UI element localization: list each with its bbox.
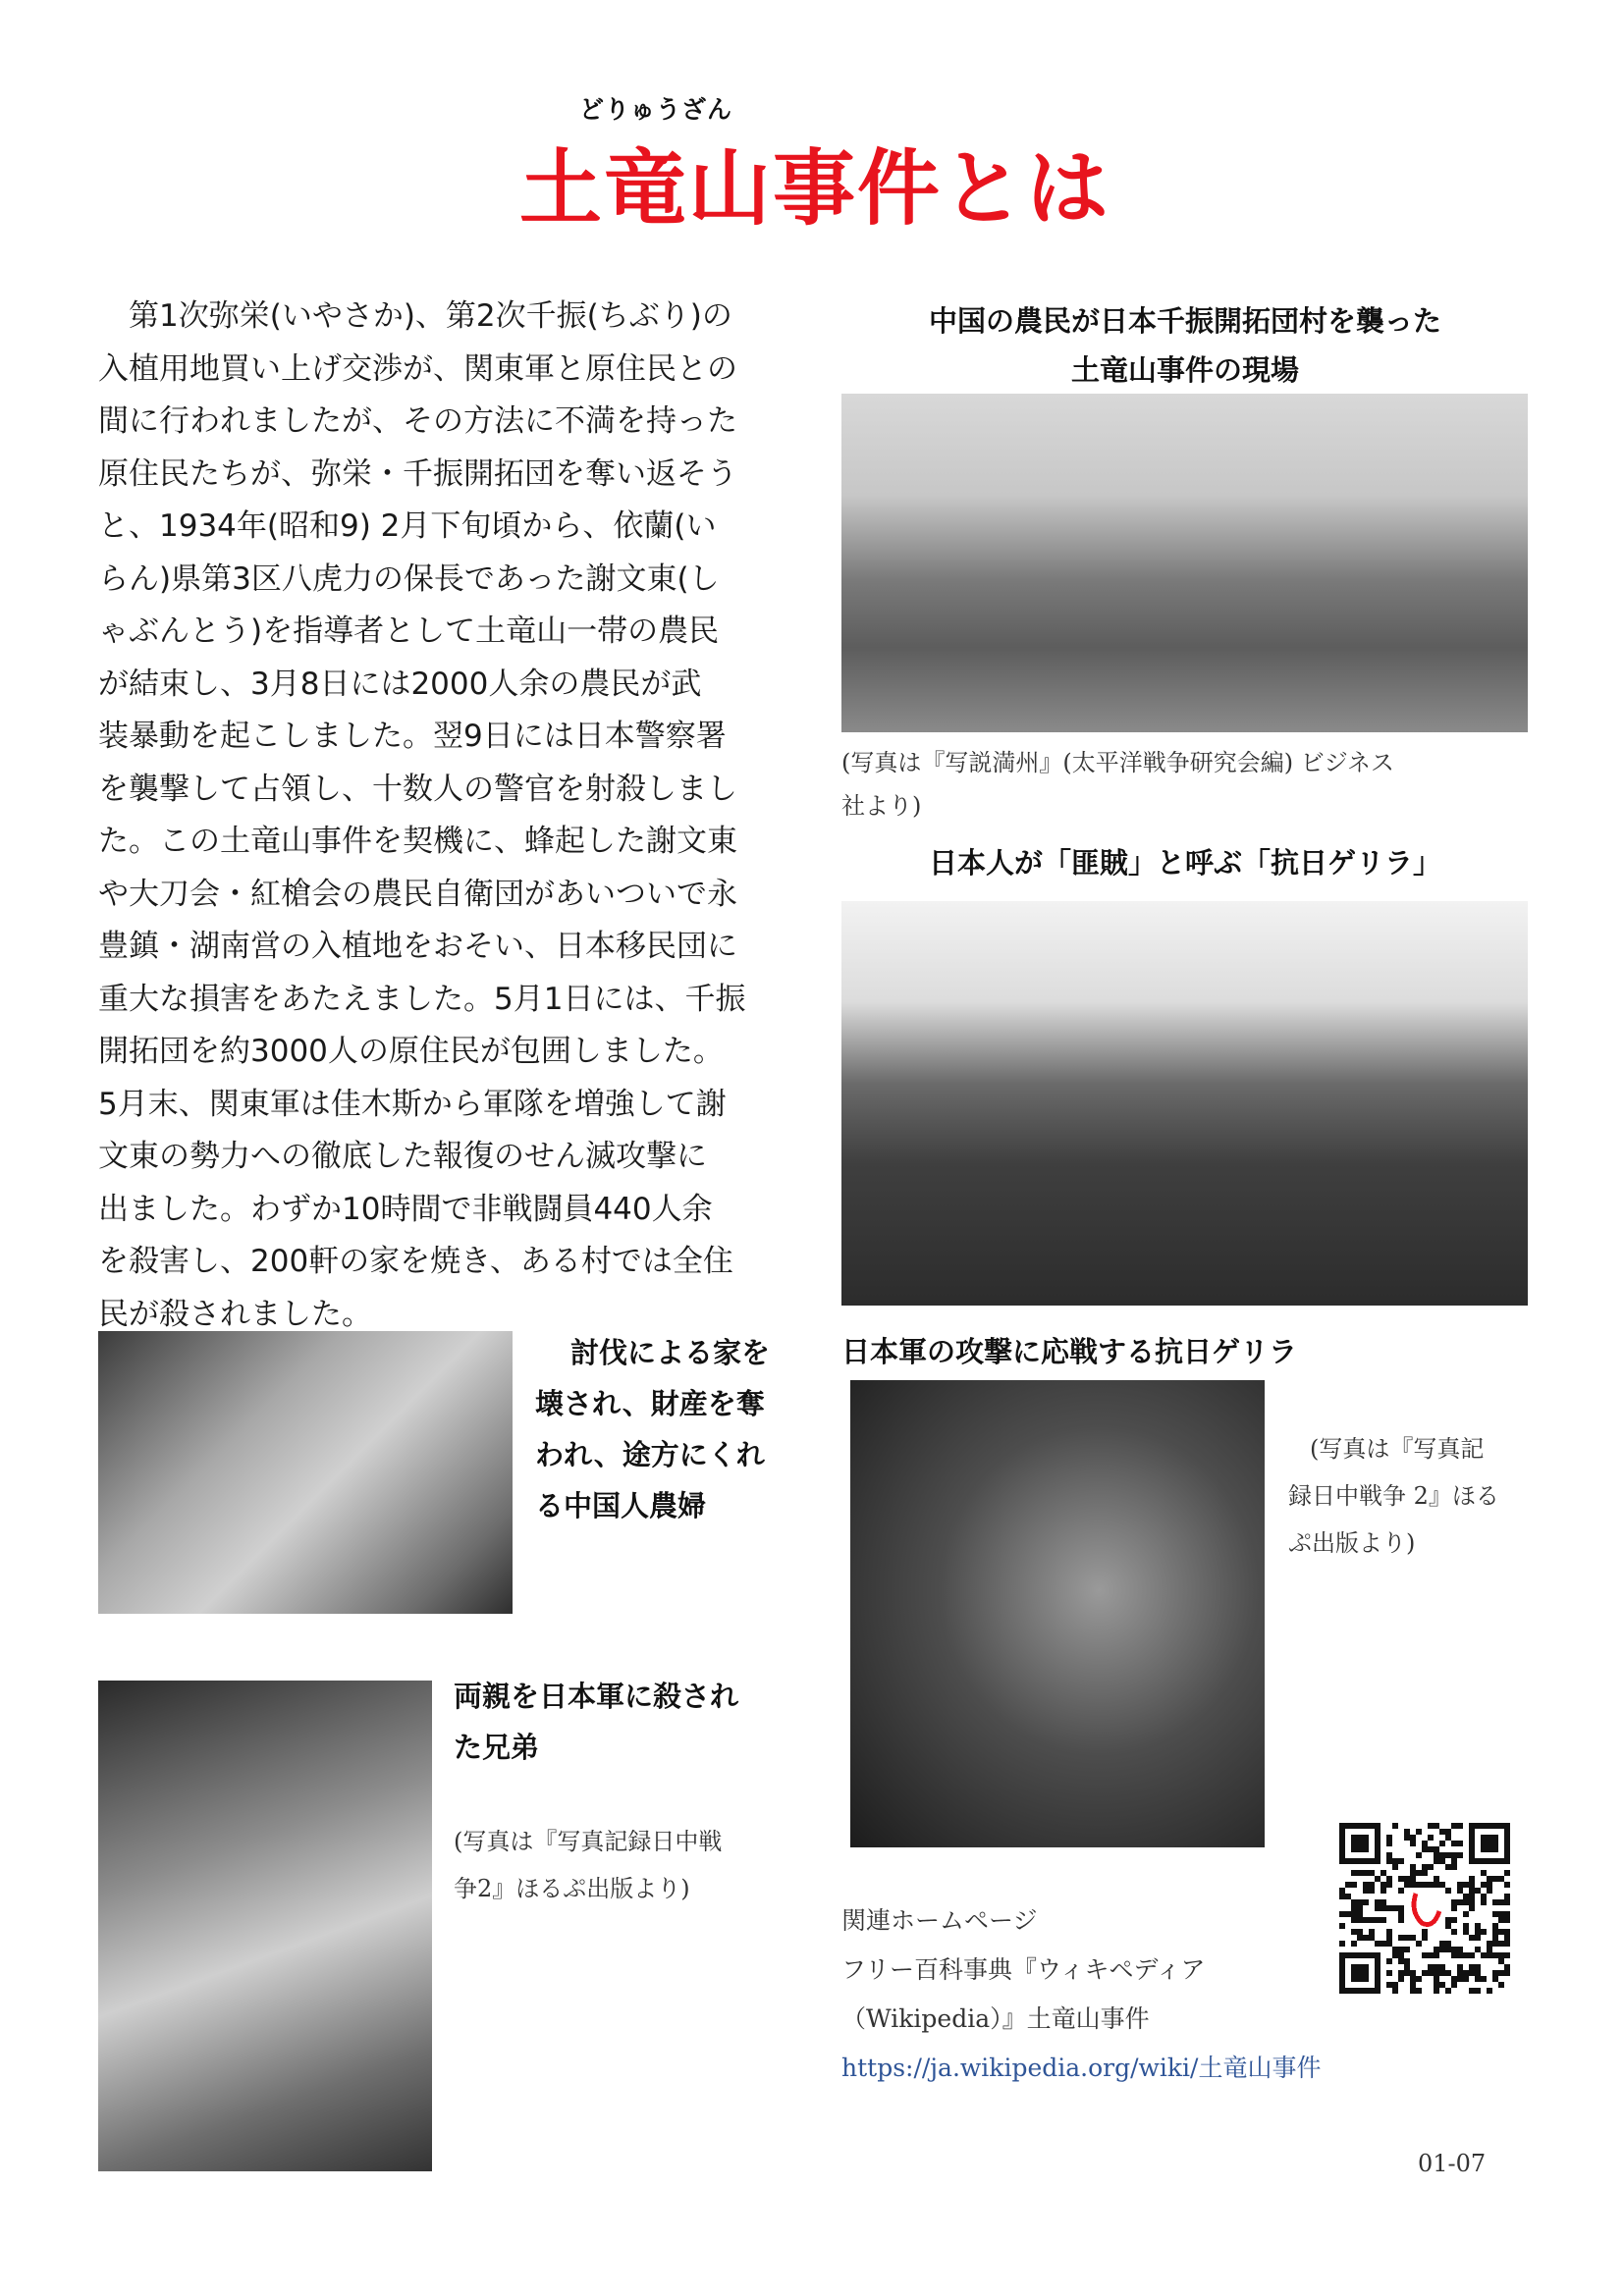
qr-code[interactable] bbox=[1339, 1823, 1510, 1994]
photo4-source-line: 録日中戦争 2』ほる bbox=[1288, 1482, 1499, 1510]
body-line: た。この土竜山事件を契機に、蜂起した謝文東 bbox=[98, 824, 737, 859]
body-line: 開拓団を約3000人の原住民が包囲しました。 bbox=[98, 1034, 724, 1069]
photo3-caption-line: 壊され、財産を奪 bbox=[535, 1387, 765, 1420]
body-line: 出ました。わずか10時間で非戦闘員440人余 bbox=[98, 1191, 713, 1227]
photo4-source-line: ぷ出版より) bbox=[1288, 1529, 1416, 1557]
related-line1: フリー百科事典『ウィキペディア bbox=[841, 1955, 1206, 1984]
photo5-caption-line: 両親を日本軍に殺され bbox=[454, 1680, 739, 1713]
photo5-source bbox=[454, 1818, 807, 1912]
photo1-heading bbox=[841, 296, 1529, 395]
photo1-heading-line1: 中国の農民が日本千振開拓団村を襲った bbox=[928, 304, 1441, 338]
body-line: 民が殺されました。 bbox=[98, 1296, 372, 1332]
photo-chinese-farm-woman bbox=[98, 1331, 513, 1614]
body-line: を襲撃して占領し、十数人の警官を射殺しまし bbox=[98, 771, 737, 807]
photo3-caption-line: われ、途方にくれ bbox=[535, 1438, 765, 1471]
photo-guerrillas-fighting bbox=[850, 1380, 1265, 1847]
photo5-caption bbox=[454, 1671, 807, 1773]
photo-anti-japanese-guerrillas bbox=[841, 901, 1528, 1306]
body-line: らん)県第3区八虎力の保長であった謝文東(し bbox=[98, 561, 720, 597]
photo4-source bbox=[1288, 1425, 1543, 1567]
photo1-caption-line2: 社より) bbox=[841, 792, 922, 820]
body-line: 第1次弥栄(いやさか)、第2次千振(ちぶり)の bbox=[98, 298, 732, 334]
body-line: を殺害し、200軒の家を焼き、ある村では全住 bbox=[98, 1244, 733, 1279]
photo3-caption-line: 討伐による家を bbox=[570, 1336, 771, 1369]
wikipedia-link[interactable]: https://ja.wikipedia.org/wiki/土竜山事件 bbox=[841, 2054, 1322, 2082]
photo3-caption bbox=[535, 1327, 790, 1531]
related-label: 関連ホームページ bbox=[841, 1906, 1038, 1935]
body-line: 文東の勢力への徹底した報復のせん滅攻撃に bbox=[98, 1139, 707, 1174]
qr-code-icon bbox=[1339, 1823, 1510, 1994]
body-line: 原住民たちが、弥栄・千振開拓団を奪い返そう bbox=[98, 455, 737, 492]
body-line: 装暴動を起こしました。翌9日には日本警察署 bbox=[98, 719, 727, 754]
photo3-caption-line: る中国人農婦 bbox=[535, 1489, 707, 1522]
body-line: 重大な損害をあたえました。5月1日には、千振 bbox=[98, 981, 746, 1017]
photo-orphaned-brothers bbox=[98, 1681, 432, 2171]
page-title: 土竜山事件とは bbox=[518, 140, 1110, 237]
related-links bbox=[841, 1896, 1372, 2093]
title-ruby: どりゅうざん bbox=[578, 95, 732, 124]
body-line: が結束し、3月8日には2000人余の農民が武 bbox=[98, 666, 702, 702]
body-line: や大刀会・紅槍会の農民自衛団があいついで永 bbox=[98, 876, 737, 912]
related-line2: （Wikipedia）』土竜山事件 bbox=[841, 2004, 1150, 2033]
body-line: 間に行われましたが、その方法に不満を持った bbox=[98, 403, 737, 439]
photo1-caption-line1: (写真は『写説満州』(太平洋戦争研究会編) ビジネス bbox=[841, 749, 1394, 776]
photo4-heading: 日本軍の攻撃に応戦する抗日ゲリラ bbox=[841, 1335, 1298, 1368]
body-line: と、1934年(昭和9) 2月下旬頃から、依蘭(い bbox=[98, 508, 717, 544]
photo2-heading: 日本人が「匪賊」と呼ぶ「抗日ゲリラ」 bbox=[928, 846, 1441, 880]
body-line: ゃぶんとう)を指導者として土竜山一帯の農民 bbox=[98, 614, 720, 649]
page-number: 01-07 bbox=[1418, 2150, 1487, 2177]
photo-tuliangshan-incident-site bbox=[841, 394, 1528, 732]
photo5-source-line: 争2』ほるぷ出版より) bbox=[454, 1875, 690, 1902]
photo5-caption-line: た兄弟 bbox=[454, 1731, 540, 1764]
photo4-source-line: (写真は『写真記 bbox=[1310, 1435, 1485, 1463]
body-line: 豊鎮・湖南営の入植地をおそい、日本移民団に bbox=[98, 929, 737, 964]
photo1-caption bbox=[841, 741, 1548, 828]
body-line: 入植用地買い上げ交渉が、関東軍と原住民との bbox=[98, 350, 737, 387]
body-text bbox=[98, 291, 785, 1341]
body-line: 5月末、関東軍は佳木斯から軍隊を増強して謝 bbox=[98, 1086, 727, 1122]
photo1-heading-line2: 土竜山事件の現場 bbox=[1070, 353, 1299, 387]
photo5-source-line: (写真は『写真記録日中戦 bbox=[454, 1828, 723, 1855]
